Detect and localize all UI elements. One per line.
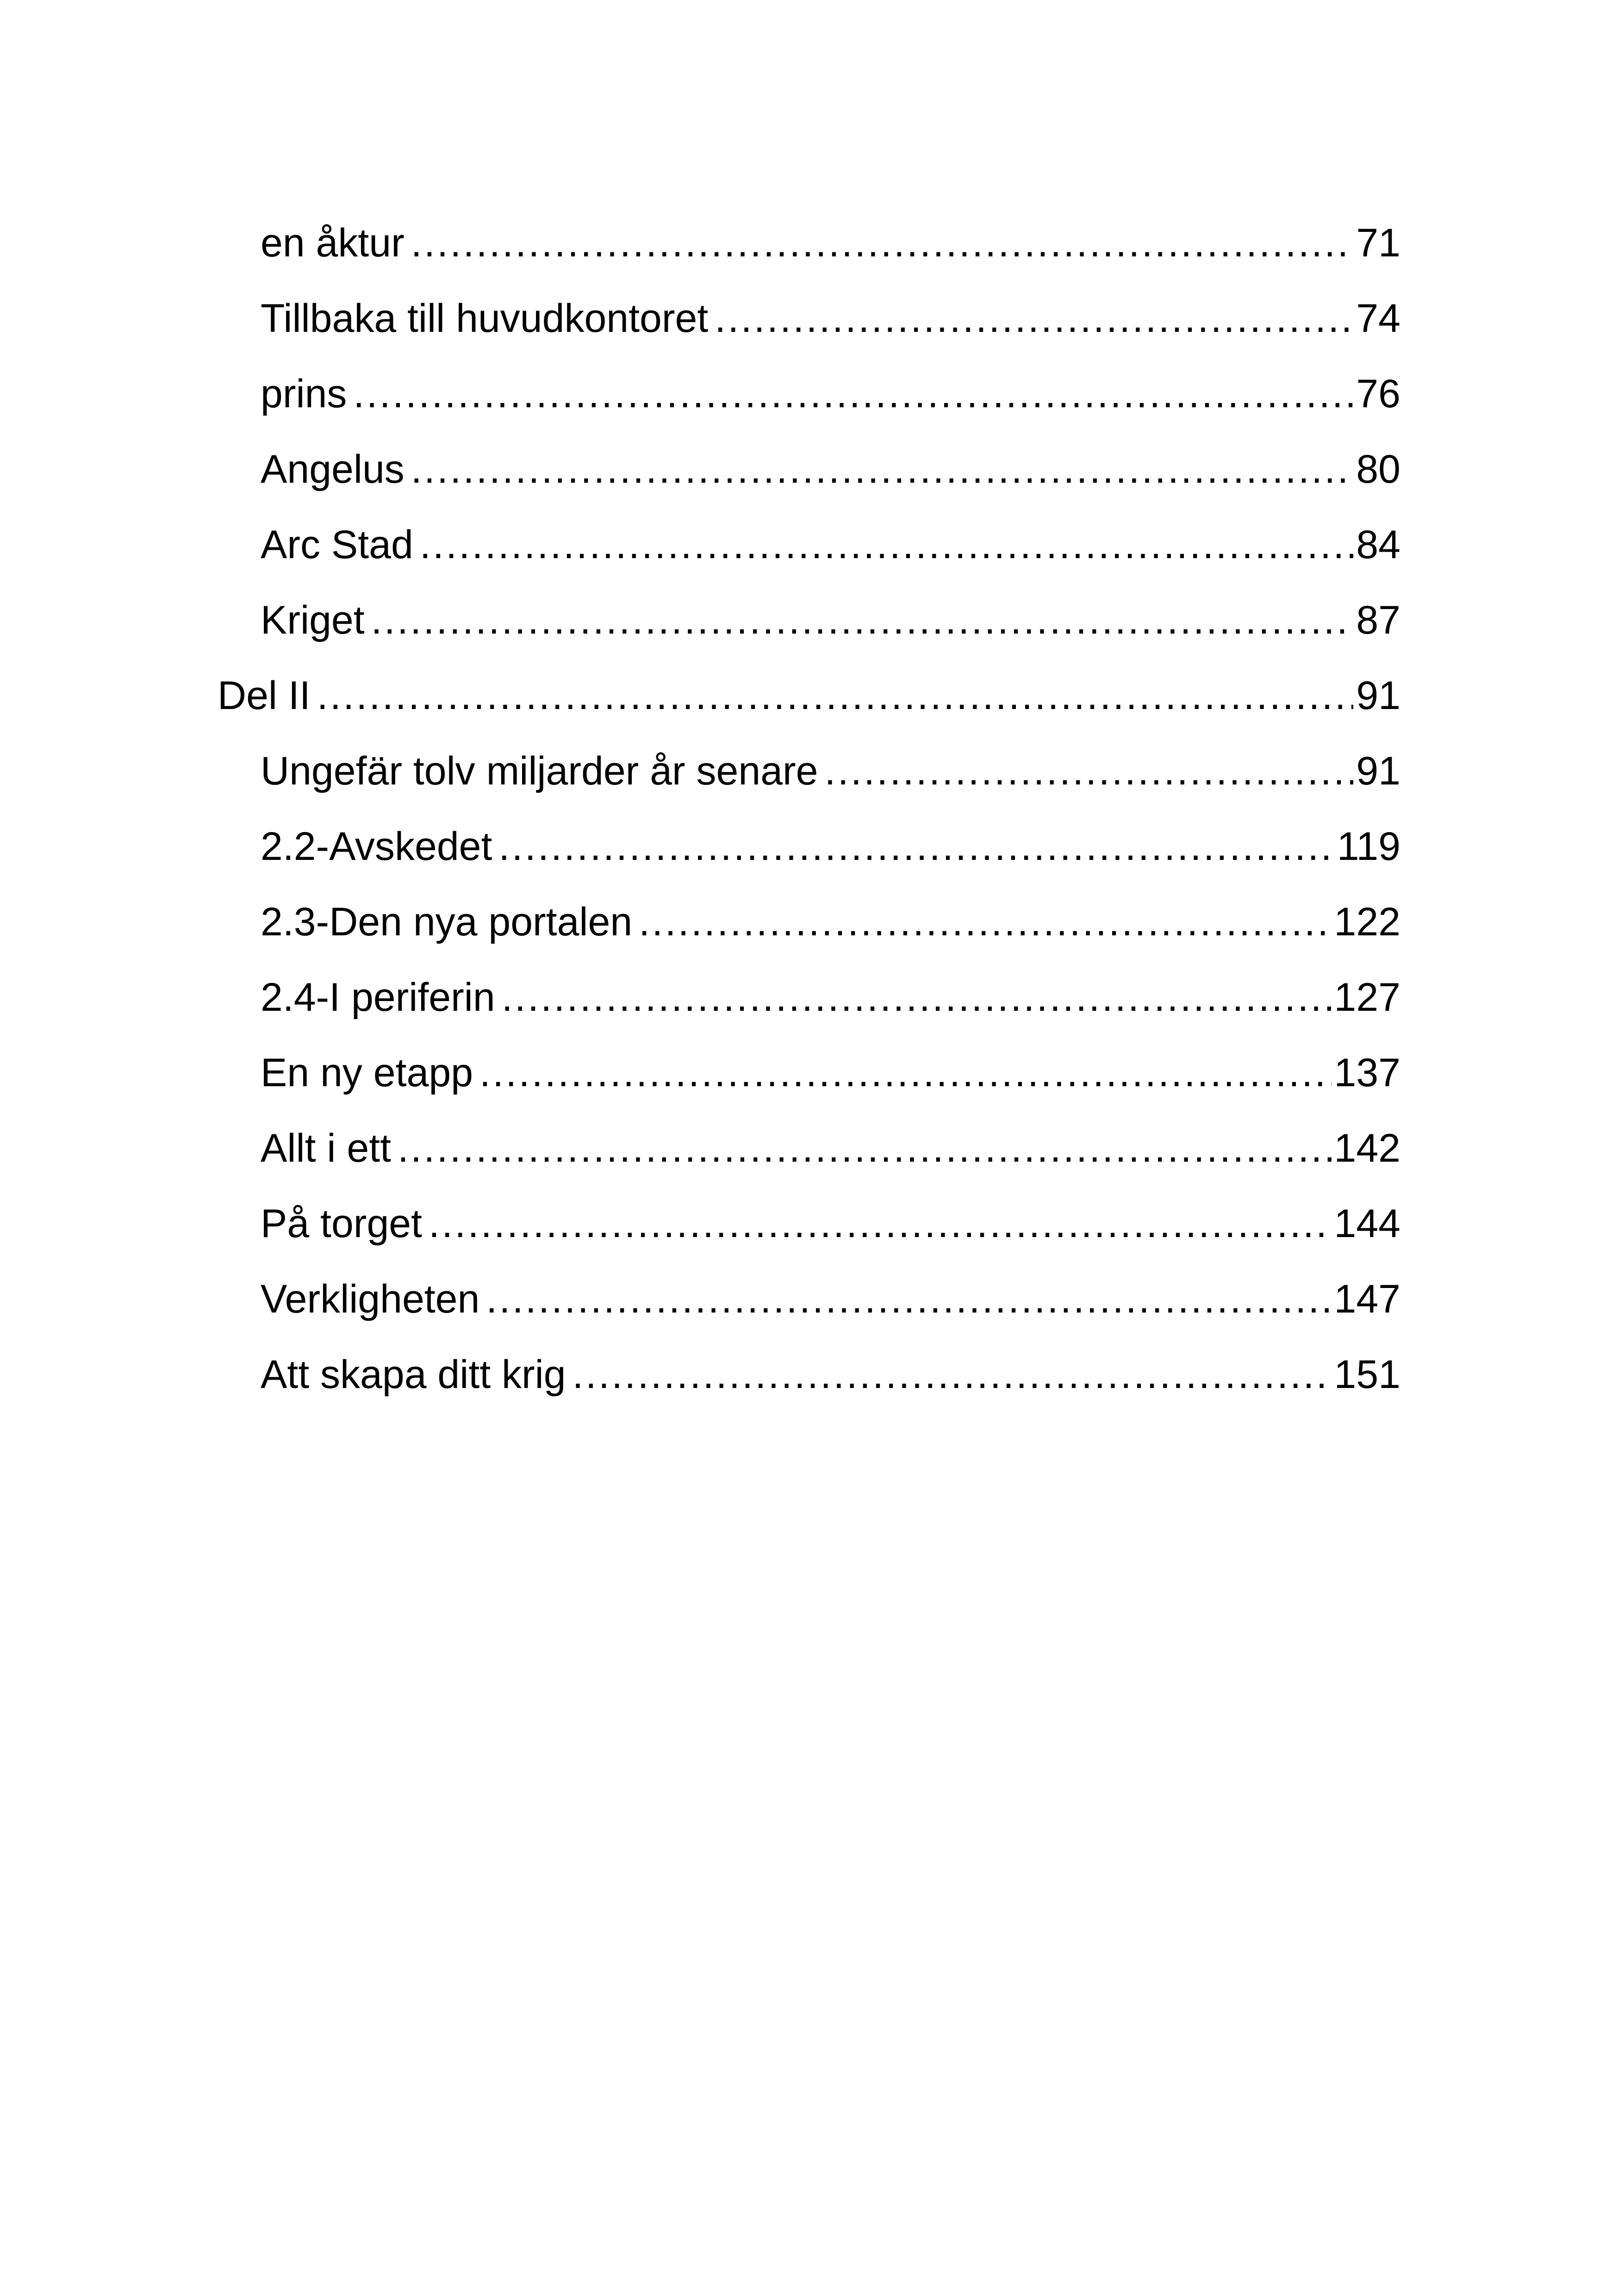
toc-dot-leader — [411, 205, 1354, 281]
toc-entry-page: 74 — [1356, 296, 1400, 341]
toc-entry-title: prins — [261, 372, 347, 416]
toc-dot-leader — [317, 658, 1354, 734]
toc-entry[interactable] — [218, 1035, 1400, 1111]
toc-dot-leader — [398, 1111, 1332, 1186]
toc-entry[interactable] — [218, 1262, 1400, 1337]
toc-dot-leader — [371, 583, 1354, 658]
toc-entry-title: 2.4-I periferin — [261, 975, 495, 1020]
toc-dot-leader — [420, 507, 1354, 583]
toc-entry-page: 91 — [1356, 749, 1400, 793]
toc-entry[interactable] — [218, 432, 1400, 507]
toc-entry-page: 122 — [1334, 900, 1400, 944]
toc-entry[interactable] — [218, 960, 1400, 1035]
toc-part-entry[interactable] — [218, 658, 1400, 734]
toc-entry-title: Ungefär tolv miljarder år senare — [261, 749, 818, 793]
toc-entry-title: Att skapa ditt krig — [261, 1352, 566, 1397]
toc-dot-leader — [498, 809, 1334, 884]
toc-entry-page: 147 — [1334, 1277, 1400, 1321]
toc-entry-title: Kriget — [261, 598, 365, 642]
toc-entry-title: Del II — [218, 673, 311, 718]
toc-entry-page: 144 — [1334, 1201, 1400, 1246]
toc-entry-page: 151 — [1334, 1352, 1400, 1397]
toc-entry[interactable] — [218, 1111, 1400, 1186]
toc-entry-page: 119 — [1337, 824, 1400, 869]
toc-dot-leader — [502, 960, 1332, 1035]
toc-entry[interactable] — [218, 884, 1400, 960]
toc-entry-page: 127 — [1334, 975, 1400, 1020]
toc-entry[interactable] — [218, 205, 1400, 281]
toc-dot-leader — [479, 1035, 1331, 1111]
toc-entry-title: Verkligheten — [261, 1277, 480, 1321]
toc-entry-page: 84 — [1356, 523, 1400, 567]
toc-entry[interactable] — [218, 583, 1400, 658]
toc-entry-page: 142 — [1334, 1126, 1400, 1170]
toc-entry[interactable] — [218, 1186, 1400, 1262]
toc-entry-title: Arc Stad — [261, 523, 413, 567]
toc-dot-leader — [639, 884, 1331, 960]
toc-dot-leader — [429, 1186, 1332, 1262]
toc-entry-title: På torget — [261, 1201, 422, 1246]
toc-entry-title: en åktur — [261, 221, 404, 265]
toc-entry-title: 2.2-Avskedet — [261, 824, 492, 869]
toc-entry-page: 137 — [1334, 1051, 1400, 1095]
toc-entry-page: 76 — [1356, 372, 1400, 416]
toc-dot-leader — [715, 281, 1353, 356]
toc-entry-title: 2.3-Den nya portalen — [261, 900, 633, 944]
toc-entry-title: Angelus — [261, 447, 404, 492]
toc-entry[interactable] — [218, 507, 1400, 583]
toc-entry-title: En ny etapp — [261, 1051, 473, 1095]
toc-entry[interactable] — [218, 356, 1400, 432]
toc-entry[interactable] — [218, 1337, 1400, 1412]
toc-entry-title: Tillbaka till huvudkontoret — [261, 296, 709, 341]
table-of-contents — [218, 205, 1400, 1412]
toc-dot-leader — [573, 1337, 1332, 1412]
toc-entry-page: 80 — [1356, 447, 1400, 492]
toc-entry[interactable] — [218, 734, 1400, 809]
toc-entry-page: 91 — [1356, 673, 1400, 718]
toc-entry-page: 87 — [1356, 598, 1400, 642]
toc-dot-leader — [825, 734, 1354, 809]
toc-entry-page: 71 — [1356, 221, 1400, 265]
toc-dot-leader — [486, 1262, 1331, 1337]
toc-entry-title: Allt i ett — [261, 1126, 391, 1170]
toc-entry[interactable] — [218, 281, 1400, 356]
toc-entry[interactable] — [218, 809, 1400, 884]
toc-dot-leader — [411, 432, 1354, 507]
toc-dot-leader — [353, 356, 1353, 432]
